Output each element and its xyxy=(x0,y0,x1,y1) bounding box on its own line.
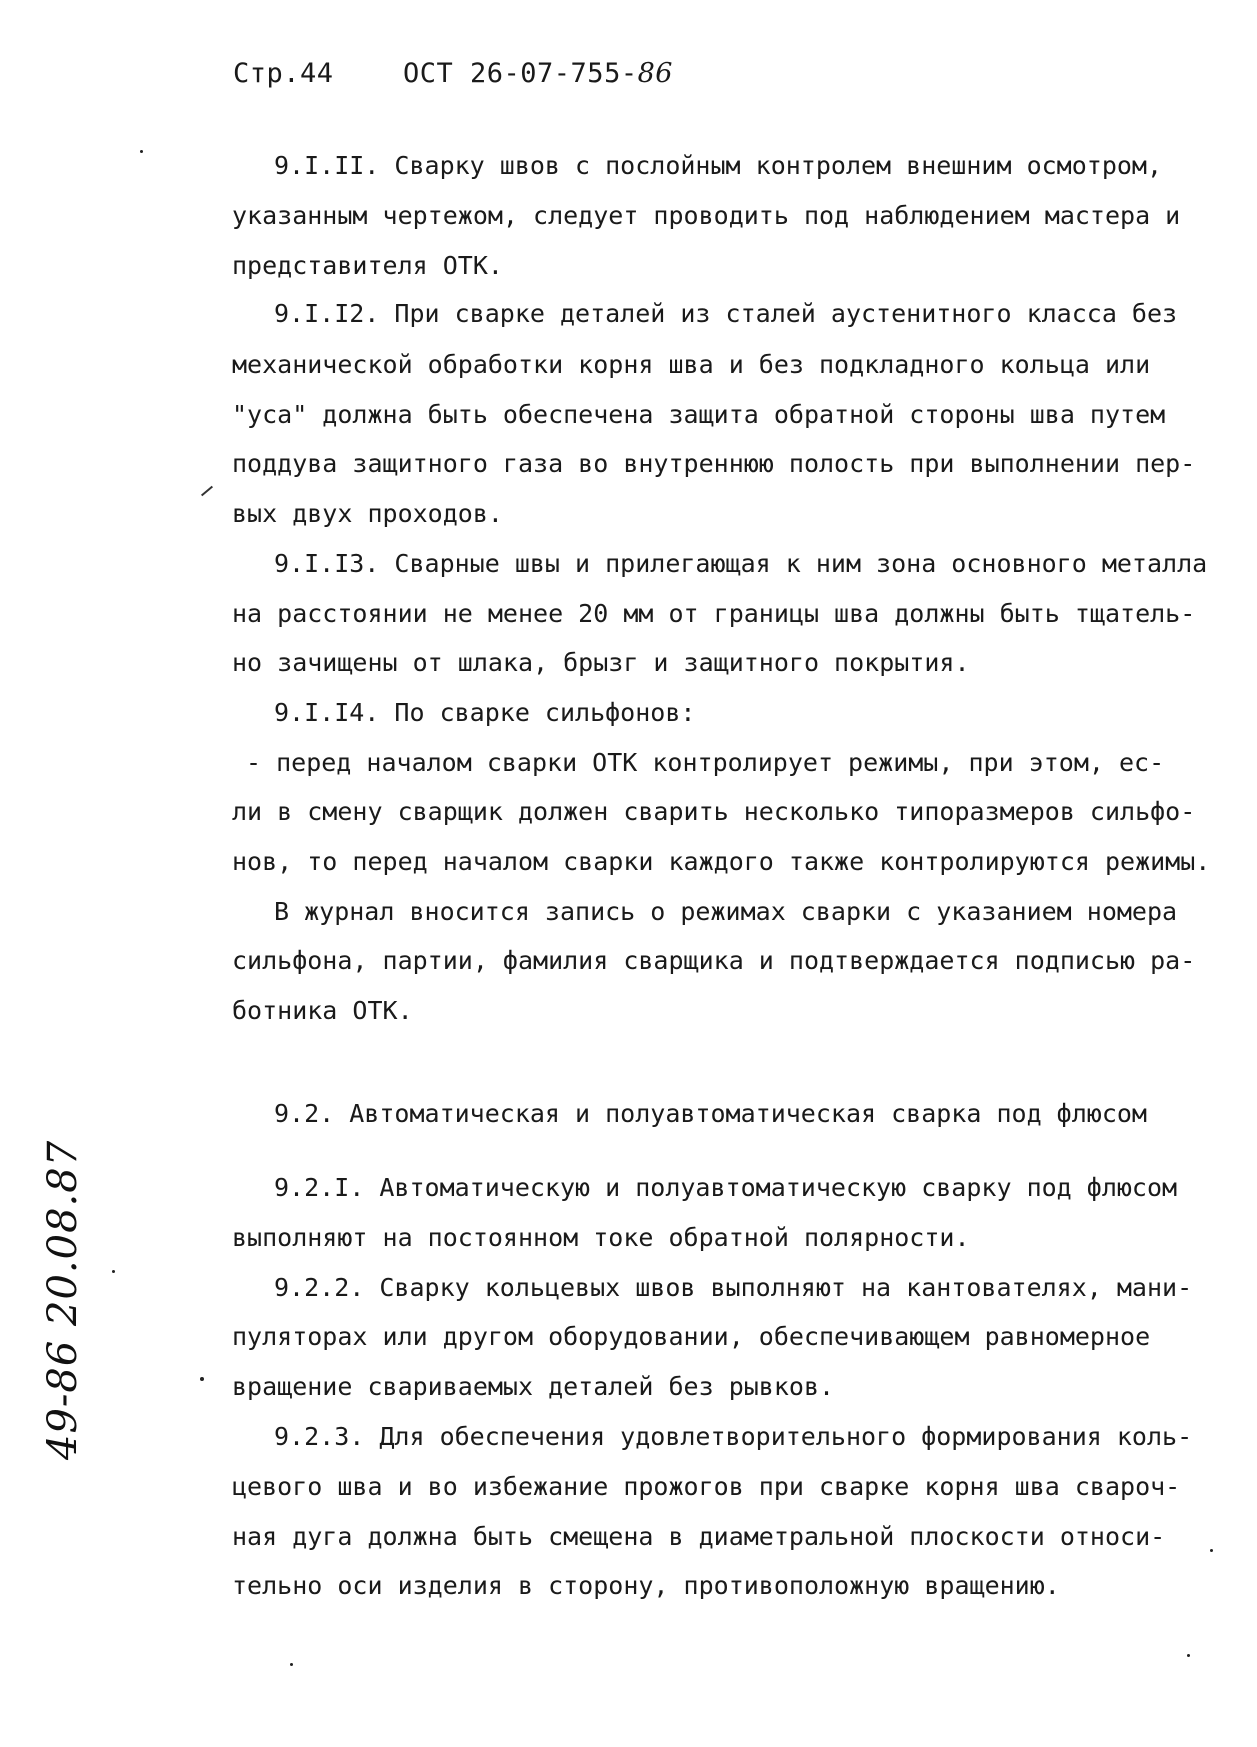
section-heading: 9.2. Автоматическая и полуавтоматическая сварка под флюсом xyxy=(274,1099,1147,1128)
scan-speck xyxy=(1210,1549,1213,1552)
text-line: нов, то перед началом сварки каждого также контролируются режимы. xyxy=(232,847,1211,876)
text-line: тельно оси изделия в сторону, противоположную вращению. xyxy=(232,1571,1060,1600)
text-line: но зачищены от шлака, брызг и защитного покрытия. xyxy=(232,648,970,677)
scan-speck xyxy=(200,1377,204,1381)
text-line: вых двух проходов. xyxy=(232,499,503,528)
text-line: вращение свариваемых деталей без рывков. xyxy=(232,1372,835,1401)
standard-code: ОСТ 26-07-755-86 xyxy=(403,58,673,89)
text-line: 9.I.II. Сварку швов с послойным контролем внешним осмотром, xyxy=(274,151,1163,180)
text-line: цевого шва и во избежание прожогов при сварке корня шва свароч- xyxy=(232,1472,1181,1501)
text-line: 9.I.I3. Сварные швы и прилегающая к ним зона основного металла xyxy=(274,549,1208,578)
text-line: 9.I.I4. По сварке сильфонов: xyxy=(274,698,696,727)
handwritten-margin-note xyxy=(40,1139,100,1460)
text-line: 9.2.2. Сварку кольцевых швов выполняют на кантователях, мани- xyxy=(274,1273,1193,1302)
page-number: Стр.44 xyxy=(233,58,334,89)
text-line: поддува защитного газа во внутреннюю полость при выполнении пер- xyxy=(232,449,1196,478)
text-line: выполняют на постоянном токе обратной полярности. xyxy=(232,1223,970,1252)
text-line: сильфона, партии, фамилия сварщика и подтверждается подписью ра- xyxy=(232,946,1196,975)
text-line: пуляторах или другом оборудовании, обеспечивающем равномерное xyxy=(232,1322,1151,1351)
text-line: указанным чертежом, следует проводить под наблюдением мастера и xyxy=(232,201,1181,230)
scan-speck xyxy=(290,1663,293,1666)
text-line: В журнал вносится запись о режимах сварки с указанием номера xyxy=(274,897,1178,926)
text-line: механической обработки корня шва и без подкладного кольца или xyxy=(232,350,1151,379)
margin-note-text: 49-86 20.08.87 xyxy=(40,1139,86,1460)
text-line: 9.2.3. Для обеспечения удовлетворительного формирования коль- xyxy=(274,1422,1193,1451)
scan-speck xyxy=(1187,1654,1190,1657)
text-line: ная дуга должна быть смещена в диаметральной плоскости относи- xyxy=(232,1522,1166,1551)
text-line: 9.2.I. Автоматическую и полуавтоматическую сварку под флюсом xyxy=(274,1173,1178,1202)
text-line: на расстоянии не менее 20 мм от границы шва должны быть тщатель- xyxy=(232,599,1196,628)
text-line: - перед началом сварки ОТК контролирует режимы, при этом, ес- xyxy=(246,748,1165,777)
text-line: "уса" должна быть обеспечена защита обратной стороны шва путем xyxy=(232,400,1166,429)
scan-speck xyxy=(112,1270,115,1273)
text-line: 9.I.I2. При сварке деталей из сталей аустенитного класса без xyxy=(274,299,1178,328)
text-line: представителя ОТК. xyxy=(232,251,503,280)
text-line: ботника ОТК. xyxy=(232,996,413,1025)
text-line: ли в смену сварщик должен сварить несколько типоразмеров сильфо- xyxy=(232,797,1196,826)
handwritten-year: 86 xyxy=(637,58,673,89)
scan-mark xyxy=(201,486,213,497)
scan-speck xyxy=(140,150,143,153)
